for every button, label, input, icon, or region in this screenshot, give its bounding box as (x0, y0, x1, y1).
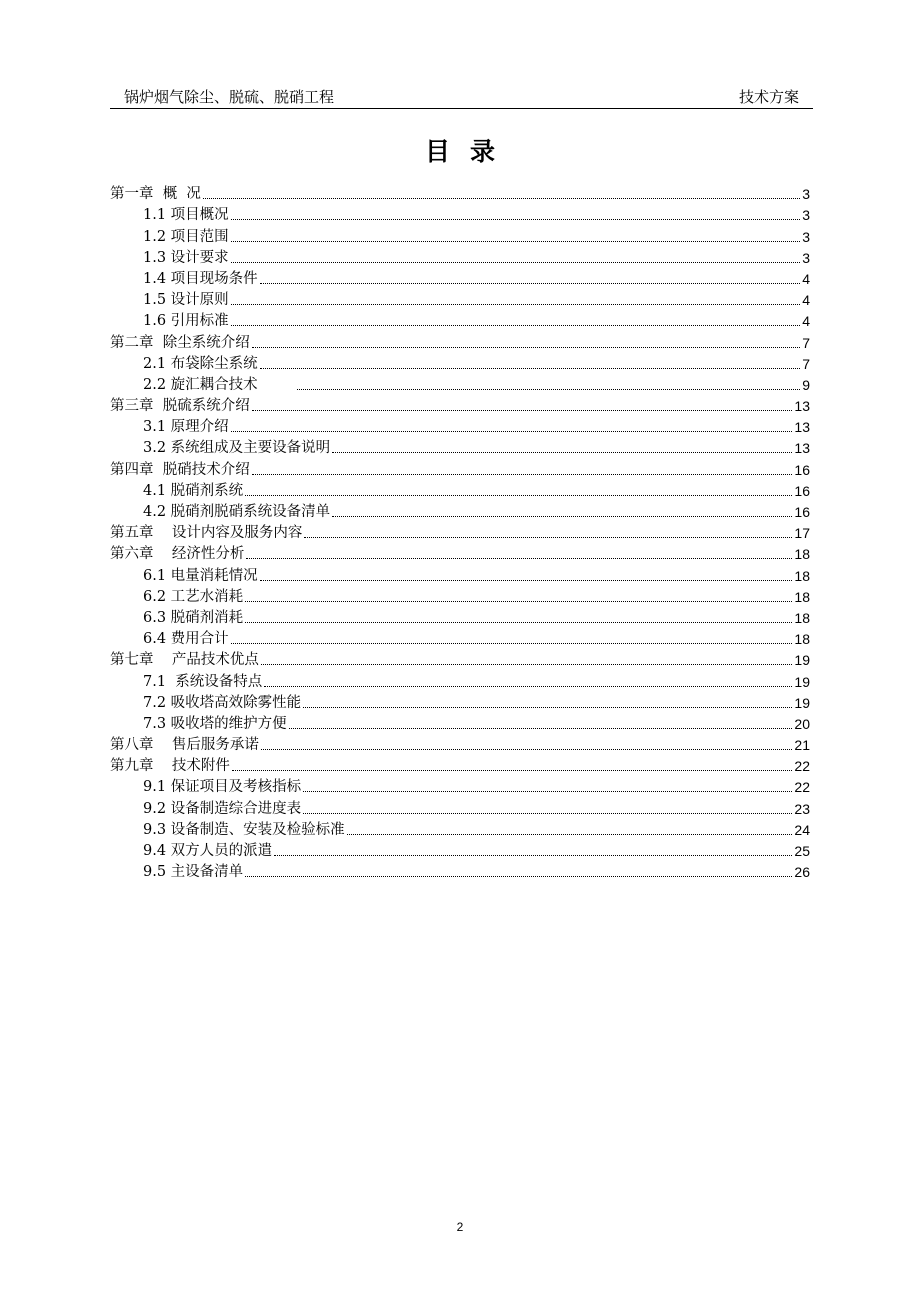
toc-chapter-entry[interactable] (110, 648, 810, 669)
toc-entry-label: 4.2 脱硝剂脱硝系统设备清单 (143, 504, 331, 520)
toc-section-entry[interactable] (110, 606, 810, 627)
toc-dot-leader (260, 579, 793, 581)
toc-dot-leader (245, 875, 792, 877)
toc-entry-label: 6.4 费用合计 (143, 631, 229, 648)
toc-entry-page: 20 (794, 715, 810, 732)
toc-dot-leader (231, 642, 793, 644)
toc-entry-page: 3 (802, 228, 810, 245)
toc-chapter-entry[interactable] (110, 457, 810, 478)
toc-entry-page: 18 (794, 609, 810, 626)
toc-dot-leader (231, 303, 800, 305)
toc-entry-page: 19 (794, 694, 810, 711)
toc-entry-label: 7.1 系统设备特点 (143, 673, 263, 690)
toc-dot-leader (303, 706, 792, 708)
toc-section-entry[interactable] (110, 224, 810, 245)
toc-section-entry[interactable] (110, 373, 810, 394)
toc-dot-leader (231, 430, 793, 432)
toc-entry-label: 第三章 脱硫系统介绍 (110, 398, 250, 415)
toc-entry-label: 9.4 双方人员的派遣 (143, 843, 273, 859)
toc-section-entry[interactable] (110, 839, 810, 860)
toc-entry-label: 7.3 吸收塔的维护方便 (143, 715, 287, 732)
toc-entry-label: 第六章 经济性分析 (110, 546, 245, 563)
toc-entry-label: 4.1 脱硝剂系统 (143, 482, 244, 499)
toc-entry-label: 1.5 设计原则 (143, 292, 229, 309)
toc-section-entry[interactable] (110, 203, 810, 224)
toc-entry-label: 7.2 吸收塔高效除雾性能 (143, 694, 302, 711)
toc-entry-page: 7 (802, 334, 810, 351)
toc-entry-page: 13 (794, 419, 810, 436)
toc-entry-page: 18 (794, 546, 810, 563)
toc-chapter-entry[interactable] (110, 182, 810, 203)
toc-entry-page: 23 (794, 800, 810, 817)
toc-dot-leader (264, 685, 792, 687)
toc-section-entry[interactable] (110, 246, 810, 267)
toc-dot-leader (347, 833, 793, 835)
toc-dot-leader (261, 663, 792, 665)
toc-entry-page: 3 (802, 249, 810, 266)
toc-section-entry[interactable] (110, 267, 810, 288)
toc-entry-label: 2.2 旋汇耦合技术 (143, 376, 295, 393)
toc-entry-page: 25 (794, 843, 810, 859)
toc-entry-page: 19 (794, 652, 810, 669)
toc-entry-label: 9.1 保证项目及考核指标 (143, 779, 302, 796)
toc-section-entry[interactable] (110, 500, 810, 521)
toc-section-entry[interactable] (110, 309, 810, 330)
toc-dot-leader (203, 197, 800, 199)
toc-entry-label: 3.1 原理介绍 (143, 419, 229, 436)
toc-entry-label: 6.1 电量消耗情况 (143, 567, 258, 584)
toc-entry-label: 第四章 脱硝技术介绍 (110, 461, 250, 478)
toc-entry-page: 4 (802, 313, 810, 330)
toc-entry-page: 16 (794, 504, 810, 520)
toc-entry-label: 第二章 除尘系统介绍 (110, 334, 250, 351)
toc-dot-leader (274, 854, 792, 856)
toc-dot-leader (304, 536, 792, 538)
toc-entry-page: 4 (802, 270, 810, 287)
toc-chapter-entry[interactable] (110, 394, 810, 415)
page-number: 2 (456, 1220, 464, 1234)
toc-entry-label: 第八章 售后服务承诺 (110, 737, 259, 754)
toc-entry-page: 7 (802, 355, 810, 372)
toc-section-entry[interactable] (110, 627, 810, 648)
toc-title: 目录 (424, 137, 515, 166)
toc-entry-label: 1.3 设计要求 (143, 249, 229, 266)
toc-entry-page: 13 (794, 440, 810, 457)
toc-chapter-entry[interactable] (110, 542, 810, 563)
toc-section-entry[interactable] (110, 288, 810, 309)
toc-entry-page: 17 (794, 525, 810, 542)
toc-section-entry[interactable] (110, 585, 810, 606)
toc-entry-page: 22 (794, 758, 810, 775)
toc-section-entry[interactable] (110, 818, 810, 839)
toc-entry-page: 22 (794, 779, 810, 796)
header-document-title: 锅炉烟气除尘、脱硫、脱硝工程 (124, 88, 335, 106)
toc-entry-page: 9 (802, 376, 810, 393)
toc-entry-page: 26 (794, 864, 810, 881)
toc-section-entry[interactable] (110, 479, 810, 500)
toc-dot-leader (303, 812, 792, 814)
toc-dot-leader (303, 790, 792, 792)
toc-entry-label: 3.2 系统组成及主要设备说明 (143, 440, 331, 457)
toc-section-entry[interactable] (110, 352, 810, 373)
table-of-contents (110, 182, 810, 881)
toc-dot-leader (232, 769, 792, 771)
toc-entry-page: 24 (794, 821, 810, 838)
toc-dot-leader (332, 451, 792, 453)
header-document-type: 技术方案 (738, 88, 799, 106)
toc-entry-label: 9.5 主设备清单 (143, 864, 244, 881)
toc-entry-label: 6.3 脱硝剂消耗 (143, 609, 244, 626)
toc-dot-leader (245, 494, 792, 496)
toc-entry-page: 3 (802, 207, 810, 224)
toc-section-entry[interactable] (110, 712, 810, 733)
toc-dot-leader (289, 727, 793, 729)
toc-entry-page: 19 (794, 673, 810, 690)
page-header (110, 86, 813, 109)
toc-section-entry[interactable] (110, 796, 810, 817)
toc-dot-leader (260, 367, 800, 369)
toc-entry-label: 第五章 设计内容及服务内容 (110, 525, 303, 542)
toc-chapter-entry[interactable] (110, 733, 810, 754)
toc-chapter-entry[interactable] (110, 754, 810, 775)
toc-entry-label: 第七章 产品技术优点 (110, 652, 259, 669)
toc-dot-leader (252, 473, 793, 475)
toc-entry-label: 6.2 工艺水消耗 (143, 588, 244, 605)
toc-dot-leader (245, 621, 792, 623)
toc-dot-leader (332, 515, 792, 517)
toc-entry-page: 18 (794, 588, 810, 605)
toc-section-entry[interactable] (110, 415, 810, 436)
toc-entry-label: 1.2 项目范围 (143, 228, 229, 245)
toc-entry-label: 2.1 布袋除尘系统 (143, 355, 258, 372)
toc-entry-page: 16 (794, 482, 810, 499)
toc-dot-leader (252, 409, 793, 411)
toc-section-entry[interactable] (110, 563, 810, 584)
toc-chapter-entry[interactable] (110, 330, 810, 351)
toc-chapter-entry[interactable] (110, 521, 810, 542)
toc-entry-label: 第一章 概 况 (110, 186, 201, 203)
toc-entry-label: 9.3 设备制造、安装及检验标准 (143, 821, 345, 838)
toc-dot-leader (231, 240, 800, 242)
toc-entry-page: 3 (802, 186, 810, 203)
toc-dot-leader (231, 261, 800, 263)
toc-entry-page: 21 (794, 737, 810, 754)
toc-section-entry[interactable] (110, 436, 810, 457)
toc-dot-leader (231, 218, 800, 220)
toc-dot-leader (231, 324, 800, 326)
toc-section-entry[interactable] (110, 669, 810, 690)
toc-dot-leader (261, 748, 792, 750)
toc-entry-label: 第九章 技术附件 (110, 758, 230, 775)
toc-entry-label: 1.1 项目概况 (143, 207, 229, 224)
toc-dot-leader (245, 600, 792, 602)
toc-entry-page: 16 (794, 461, 810, 478)
toc-entry-page: 4 (802, 292, 810, 309)
toc-dot-leader (246, 557, 792, 559)
toc-entry-page: 18 (794, 567, 810, 584)
toc-dot-leader (260, 282, 800, 284)
toc-section-entry[interactable] (110, 775, 810, 796)
toc-entry-page: 18 (794, 631, 810, 648)
toc-entry-label: 1.4 项目现场条件 (143, 270, 258, 287)
toc-section-entry[interactable] (110, 691, 810, 712)
toc-entry-label: 9.2 设备制造综合进度表 (143, 800, 302, 817)
toc-dot-leader (252, 346, 800, 348)
toc-entry-page: 13 (794, 398, 810, 415)
toc-dot-leader (297, 388, 800, 390)
toc-entry-label: 1.6 引用标准 (143, 313, 229, 330)
toc-section-entry[interactable] (110, 860, 810, 881)
